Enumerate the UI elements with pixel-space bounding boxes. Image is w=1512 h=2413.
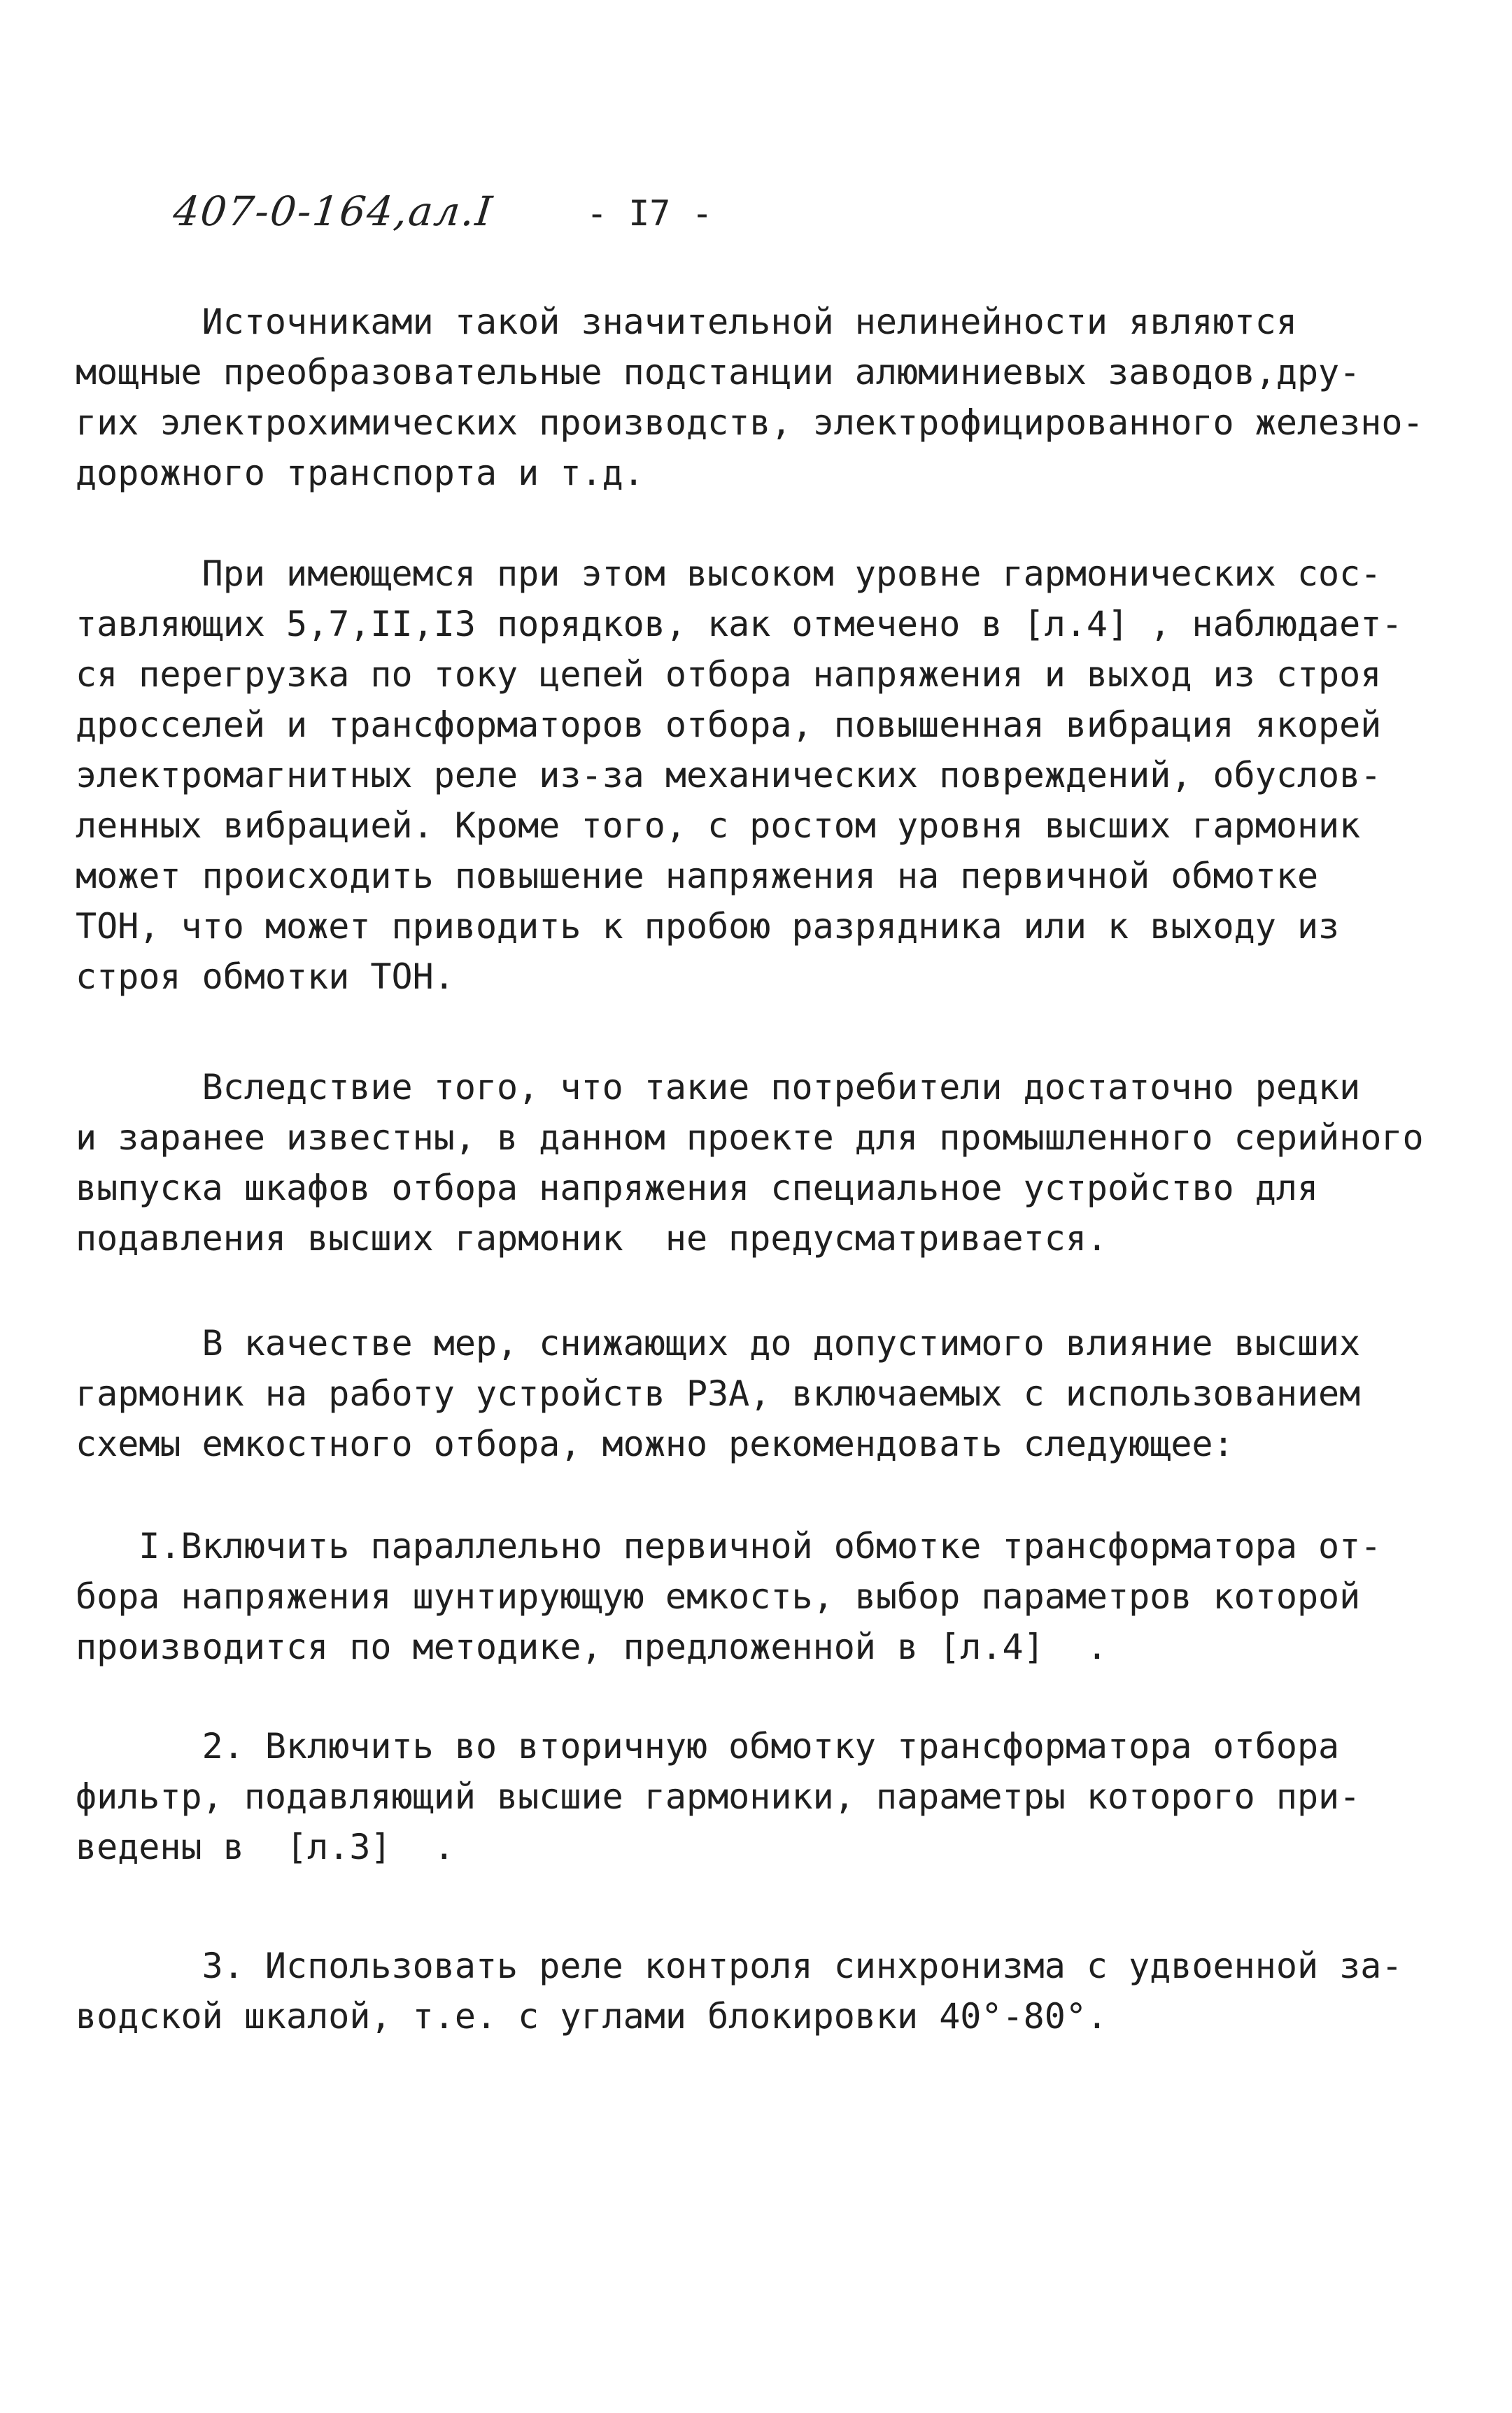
text-line: может происходить повышение напряжения на первичной обмотке [76, 856, 1319, 896]
paragraph-design-decision [76, 1062, 1447, 1264]
text-line: подавления высших гармоник не предусматривается. [76, 1218, 1108, 1259]
text-line: дросселей и трансформаторов отбора, повышенная вибрация якорей [76, 705, 1382, 745]
text-line: бора напряжения шунтирующую емкость, выбор параметров которой [76, 1576, 1361, 1617]
text-line: 2. Включить во вторичную обмотку трансформатора отбора [76, 1726, 1340, 1767]
text-line: водской шкалой, т.е. с углами блокировки 40°-80°. [76, 1996, 1108, 2037]
text-line: ТОН, что может приводить к пробою разрядника или к выходу из [76, 906, 1340, 947]
paragraph-recommendations-intro [76, 1318, 1447, 1469]
page-number: - I7 - [586, 193, 713, 234]
text-line: ведены в [л.3] . [76, 1827, 455, 1867]
text-line: I.Включить параллельно первичной обмотке трансформатора от- [76, 1526, 1382, 1566]
paragraph-nonlinearity-sources [76, 297, 1447, 498]
text-line: фильтр, подавляющий высшие гармоники, параметры которого при- [76, 1776, 1361, 1817]
recommendation-item-1 [76, 1521, 1447, 1672]
text-line: ленных вибрацией. Кроме того, с ростом уровня высших гармоник [76, 805, 1361, 846]
document-code: 407-0-164,ал.I [171, 187, 496, 235]
text-line: выпуска шкафов отбора напряжения специальное устройство для [76, 1168, 1319, 1208]
text-line: мощные преобразовательные подстанции алюминиевых заводов,дру- [76, 352, 1361, 392]
text-line: Источниками такой значительной нелинейности являются [76, 302, 1297, 342]
recommendation-item-2 [76, 1721, 1447, 1872]
text-line: Вследствие того, что такие потребители достаточно редки [76, 1067, 1361, 1108]
paragraph-harmonic-effects [76, 549, 1447, 1002]
text-line: ся перегрузка по току цепей отбора напряжения и выход из строя [76, 654, 1382, 695]
text-line: гармоник на работу устройств РЗА, включаемых с использованием [76, 1373, 1361, 1414]
text-line: В качестве мер, снижающих до допустимого влияние высших [76, 1323, 1361, 1364]
text-line: При имеющемся при этом высоком уровне гармонических сос- [76, 553, 1382, 594]
text-line: тавляющих 5,7,II,I3 порядков, как отмечено в [л.4] , наблюдает- [76, 604, 1403, 644]
recommendation-item-3 [76, 1941, 1447, 2042]
text-line: 3. Использовать реле контроля синхронизма с удвоенной за- [76, 1946, 1403, 1986]
text-line: электромагнитных реле из-за механических повреждений, обуслов- [76, 755, 1382, 795]
text-line: строя обмотки ТОН. [76, 956, 455, 997]
text-line: производится по методике, предложенной в [л.4] . [76, 1627, 1108, 1667]
text-line: гих электрохимических производств, электрофицированного железно- [76, 402, 1424, 443]
text-line: схемы емкостного отбора, можно рекомендовать следующее: [76, 1424, 1234, 1464]
text-line: дорожного транспорта и т.д. [76, 453, 644, 493]
text-line: и заранее известны, в данном проекте для промышленного серийного [76, 1117, 1424, 1158]
